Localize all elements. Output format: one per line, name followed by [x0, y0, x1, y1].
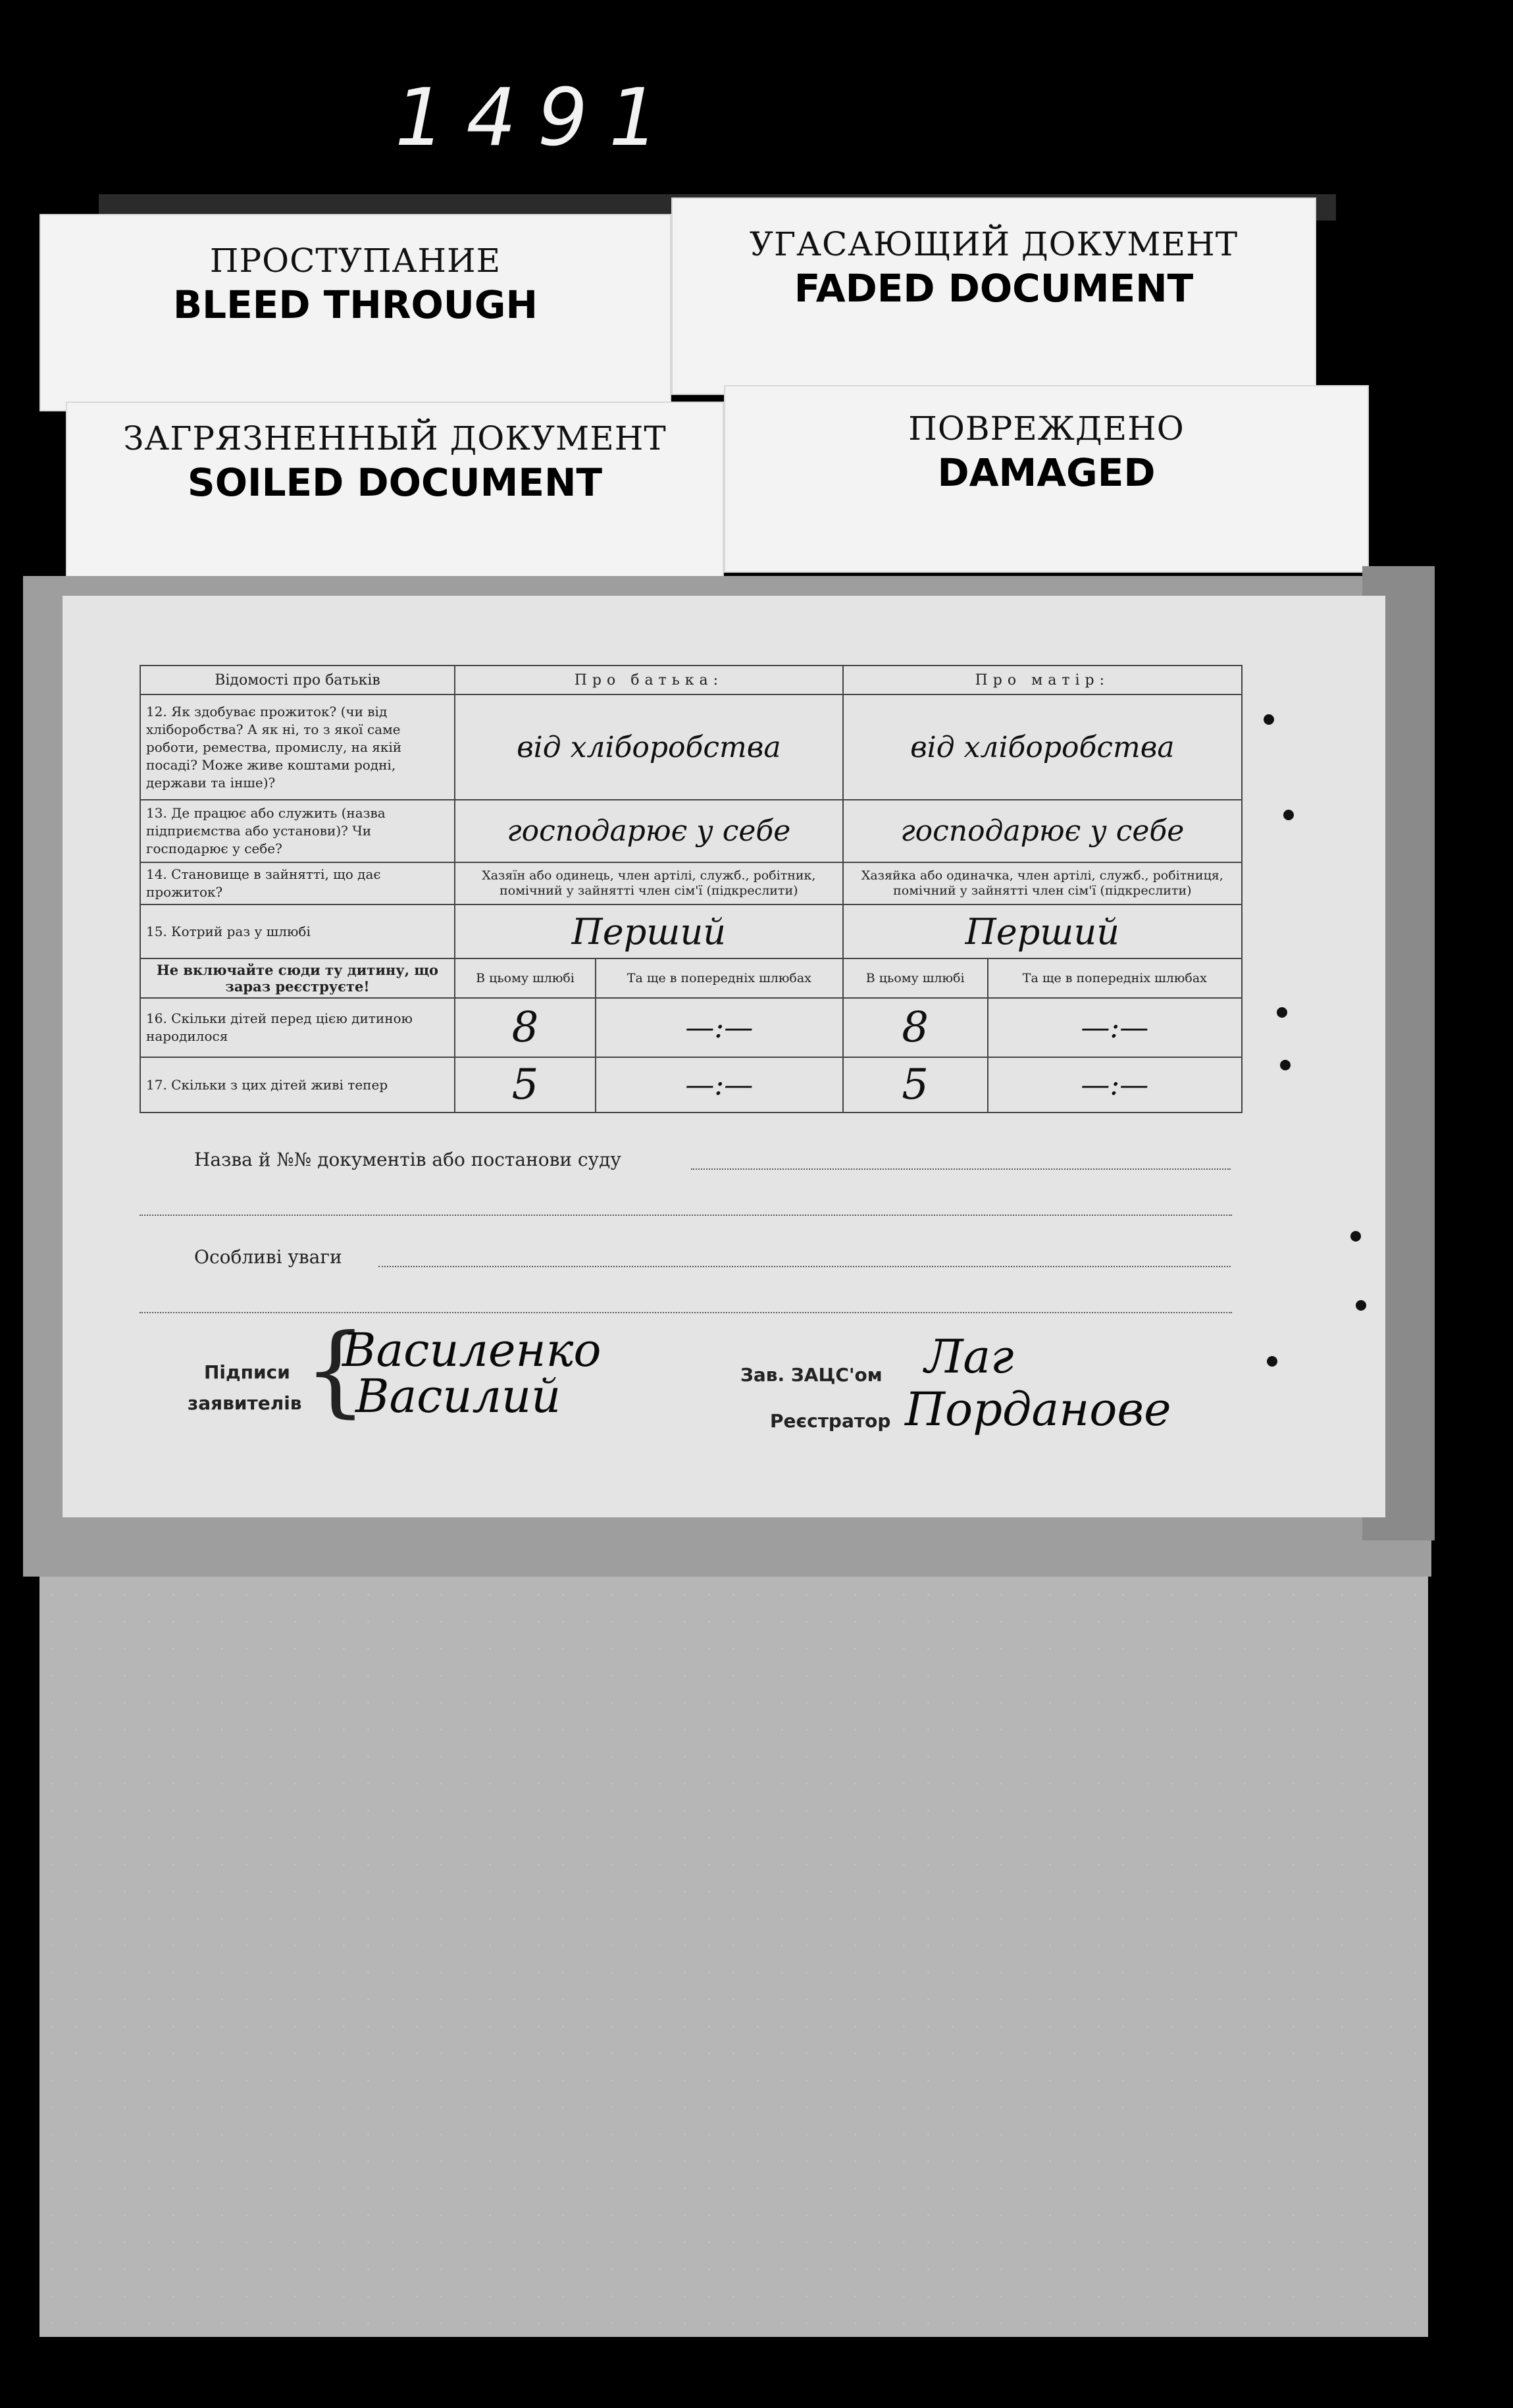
applicant-signature-2: Василий — [355, 1369, 561, 1423]
mother-children-born-this: 8 — [843, 998, 988, 1057]
remarks-line — [378, 1266, 1231, 1267]
question-17: 17. Скільки з цих дітей живі тепер — [140, 1057, 455, 1112]
registrar-label: Реєстратор — [770, 1410, 891, 1432]
backing-board-texture — [39, 1527, 1428, 2337]
damaged-tag-ru: ПОВРЕЖДЕНО — [908, 409, 1185, 448]
mother-children-born-prev: —:— — [988, 998, 1242, 1057]
question-14: 14. Становище в зайнятті, що дає прожиток? — [140, 862, 455, 904]
table-row — [140, 998, 1242, 1057]
father-workplace: господарює у себе — [455, 800, 843, 862]
damage-speck — [1264, 714, 1274, 725]
father-employment-status: Хазяїн або одинець, член артілі, служб., робітник, помічний у зайнятті член сім'ї (підкреслити) — [455, 862, 843, 904]
damage-speck — [1356, 1300, 1366, 1311]
table-row — [140, 1057, 1242, 1112]
head-zags-label: Зав. ЗАЦС'ом — [740, 1364, 883, 1386]
documents-line — [691, 1168, 1231, 1170]
mother-prev-marriages-header: Та ще в попередніх шлюбах — [988, 958, 1242, 998]
header-parents-info: Відомості про батьків — [140, 666, 455, 694]
soiled-tag-ru: ЗАГРЯЗНЕННЫЙ ДОКУМЕНТ — [123, 419, 667, 458]
remarks-label: Особливі уваги — [194, 1246, 342, 1268]
header-father: Про батька: — [455, 666, 843, 694]
damaged-tag — [724, 385, 1369, 573]
head-zags-signature: Лаг — [925, 1330, 1014, 1384]
father-this-marriage-header: В цьому шлюбі — [455, 958, 596, 998]
registrar-signature: Порданове — [905, 1382, 1171, 1436]
applicants-signature-label: Підписи — [204, 1361, 290, 1383]
damaged-tag-en: DAMAGED — [937, 450, 1156, 495]
mother-workplace: господарює у себе — [843, 800, 1242, 862]
faded-tag-ru: УГАСАЮЩИЙ ДОКУМЕНТ — [749, 225, 1239, 263]
damage-speck — [1277, 1007, 1287, 1018]
father-children-alive-prev: —:— — [596, 1057, 843, 1112]
mother-children-alive-prev: —:— — [988, 1057, 1242, 1112]
header-mother: Про матір: — [843, 666, 1242, 694]
faded-document-tag — [671, 197, 1316, 395]
soiled-tag-en: SOILED DOCUMENT — [187, 460, 603, 505]
table-row — [140, 904, 1242, 958]
bleed-through-tag — [39, 214, 671, 411]
table-row — [140, 800, 1242, 862]
mother-marriage-count: Перший — [843, 904, 1242, 958]
table-row — [140, 862, 1242, 904]
question-12: 12. Як здобуває прожиток? (чи від хліборобства? А як ні, то з якої саме роботи, ремества, промислу, на якій посаді? Може живе коштами родні, держави та інше)? — [140, 694, 455, 800]
bleed-tag-en: BLEED THROUGH — [172, 282, 538, 327]
applicants-signature-label-2: заявителів — [188, 1392, 302, 1414]
folio-number: 1491 — [395, 72, 680, 164]
father-children-alive-this: 5 — [455, 1057, 596, 1112]
father-livelihood: від хліборобства — [455, 694, 843, 800]
applicant-signature-1: Василенко — [342, 1323, 602, 1377]
mother-livelihood: від хліборобства — [843, 694, 1242, 800]
question-15: 15. Котрий раз у шлюбі — [140, 904, 455, 958]
table-row — [140, 694, 1242, 800]
father-children-born-this: 8 — [455, 998, 596, 1057]
damage-speck — [1350, 1231, 1361, 1242]
documents-label: Назва й №№ документів або постанови суду — [194, 1149, 621, 1170]
mother-this-marriage-header: В цьому шлюбі — [843, 958, 988, 998]
brace-icon: { — [304, 1313, 367, 1428]
bleed-tag-ru: ПРОСТУПАНИЕ — [209, 242, 501, 280]
damage-speck — [1267, 1356, 1277, 1367]
father-prev-marriages-header: Та ще в попередніх шлюбах — [596, 958, 843, 998]
mother-children-alive-this: 5 — [843, 1057, 988, 1112]
damage-speck — [1280, 1060, 1291, 1070]
parents-info-table — [140, 665, 1243, 1113]
father-children-born-prev: —:— — [596, 998, 843, 1057]
father-marriage-count: Перший — [455, 904, 843, 958]
damage-speck — [1283, 810, 1294, 820]
mother-employment-status: Хазяйка або одиначка, член артілі, служб., робітниця, помічний у зайнятті член сім'ї (підкреслити) — [843, 862, 1242, 904]
remarks-line-2 — [140, 1312, 1232, 1313]
faded-tag-en: FADED DOCUMENT — [794, 266, 1194, 311]
table-row — [140, 958, 1242, 998]
question-16: 16. Скільки дітей перед цією дитиною народилося — [140, 998, 455, 1057]
soiled-document-tag — [66, 402, 724, 586]
documents-line-2 — [140, 1215, 1232, 1216]
question-13: 13. Де працює або служить (назва підприємства або установи)? Чи господарює у себе? — [140, 800, 455, 862]
exclusion-note: Не включайте сюди ту дитину, що зараз реєструєте! — [140, 958, 455, 998]
